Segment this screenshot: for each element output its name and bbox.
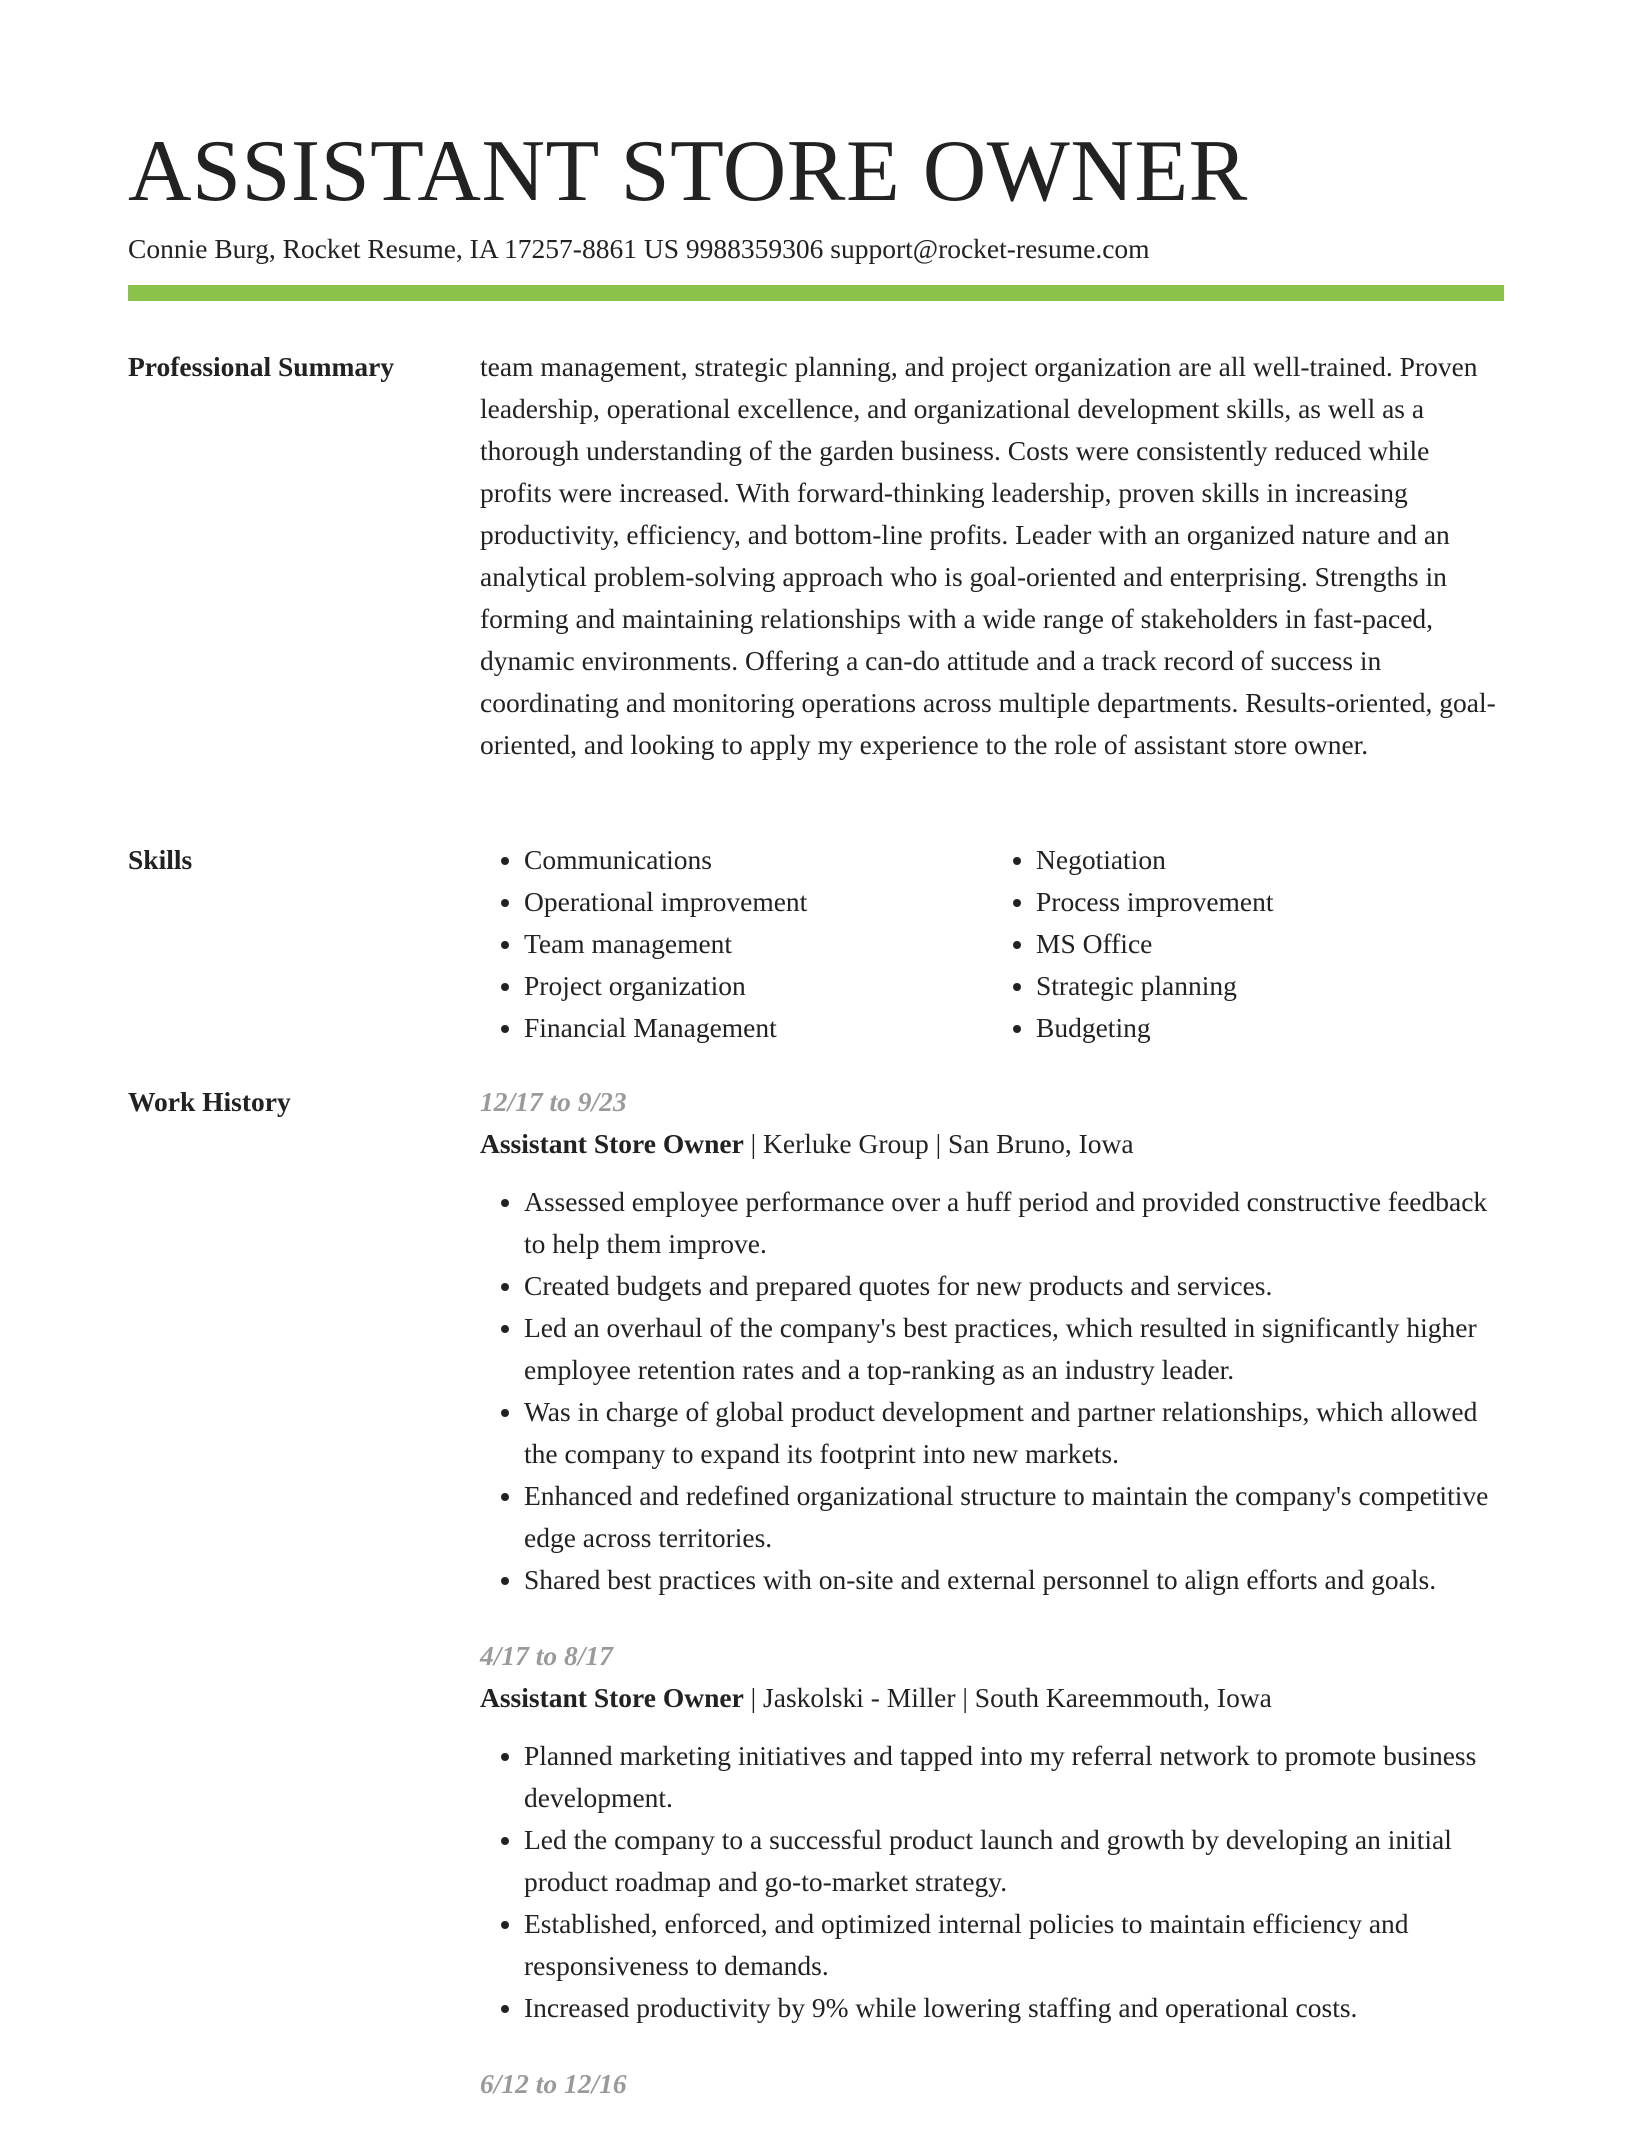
skills-list-left (480, 839, 992, 1049)
job-bullet: • Created budgets and prepared quotes for new products and services. (524, 1265, 1504, 1307)
skill-item: • Budgeting (1036, 1007, 1504, 1049)
job-dates: 4/17 to 8/17 (480, 1640, 613, 1671)
job-entry (480, 1635, 1504, 2029)
job-bullet: • Increased productivity by 9% while lowering staffing and operational costs. (524, 1987, 1504, 2029)
job-bullet: • Assessed employee performance over a huff period and provided constructive feedback to help them improve. (524, 1181, 1504, 1265)
job-bullet: • Planned marketing initiatives and tapped into my referral network to promote business development. (524, 1735, 1504, 1819)
job-dates: 6/12 to 12/16 (480, 2068, 627, 2099)
skill-item: • MS Office (1036, 923, 1504, 965)
job-title: Assistant Store Owner (480, 1682, 744, 1713)
skills-label: Skills (128, 844, 193, 875)
job-entry (480, 2063, 1504, 2105)
work-label: Work History (128, 1086, 291, 1117)
job-bullet: • Enhanced and redefined organizational structure to maintain the company's competitive edge across territories. (524, 1475, 1504, 1559)
skill-item: • Team management (524, 923, 992, 965)
resume-title: ASSISTANT STORE OWNER (128, 123, 1248, 220)
contact-line: Connie Burg, Rocket Resume, IA 17257-8861 US 9988359306 support@rocket-resume.com (128, 233, 1150, 264)
accent-divider (128, 285, 1504, 301)
job-heading (480, 1677, 1504, 1719)
job-bullets (480, 1181, 1504, 1601)
summary-text: team management, strategic planning, and project organization are all well-trained. Proven leadership, operational excellence, and organizational development skills, as well as a thorough understanding of the garden business. Costs were consistently reduced while profits were increased. With forward-thinking leadership, proven skills in increasing productivity, efficiency, and bottom-line profits. Leader with an organized nature and an analytical problem-solving approach who is goal-oriented and enterprising. Strengths in forming and maintaining relationships with a wide range of stakeholders in fast-paced, dynamic environments. Offering a can-do attitude and a track record of success in coordinating and monitoring operations across multiple departments. Results-oriented, goal-oriented, and looking to apply my experience to the role of assistant store owner. (480, 351, 1496, 760)
skill-item: • Project organization (524, 965, 992, 1007)
job-details: | Kerluke Group | San Bruno, Iowa (743, 1128, 1134, 1159)
job-bullet: • Shared best practices with on-site and external personnel to align efforts and goals. (524, 1559, 1504, 1601)
skill-item: • Financial Management (524, 1007, 992, 1049)
summary-body (480, 346, 1504, 766)
job-heading (480, 1123, 1504, 1165)
job-dates: 12/17 to 9/23 (480, 1086, 627, 1117)
job-bullet: • Was in charge of global product development and partner relationships, which allowed the company to expand its footprint into new markets. (524, 1391, 1504, 1475)
job-title: Assistant Store Owner (480, 1128, 744, 1159)
job-bullet: • Led the company to a successful product launch and growth by developing an initial product roadmap and go-to-market strategy. (524, 1819, 1504, 1903)
skills-columns (480, 839, 1504, 1049)
skill-item: • Operational improvement (524, 881, 992, 923)
skill-item: • Negotiation (1036, 839, 1504, 881)
skills-body (480, 839, 1504, 1049)
job-entry (480, 1081, 1504, 1601)
skill-item: • Process improvement (1036, 881, 1504, 923)
job-details: | Jaskolski - Miller | South Kareemmouth, Iowa (743, 1682, 1272, 1713)
work-body (480, 1081, 1504, 2139)
job-bullet: • Established, enforced, and optimized internal policies to maintain efficiency and responsiveness to demands. (524, 1903, 1504, 1987)
skill-item: • Strategic planning (1036, 965, 1504, 1007)
job-bullets (480, 1735, 1504, 2029)
skills-list-right (992, 839, 1504, 1049)
job-bullet: • Led an overhaul of the company's best practices, which resulted in significantly higher employee retention rates and a top-ranking as an industry leader. (524, 1307, 1504, 1391)
skill-item: • Communications (524, 839, 992, 881)
summary-label: Professional Summary (128, 351, 395, 382)
